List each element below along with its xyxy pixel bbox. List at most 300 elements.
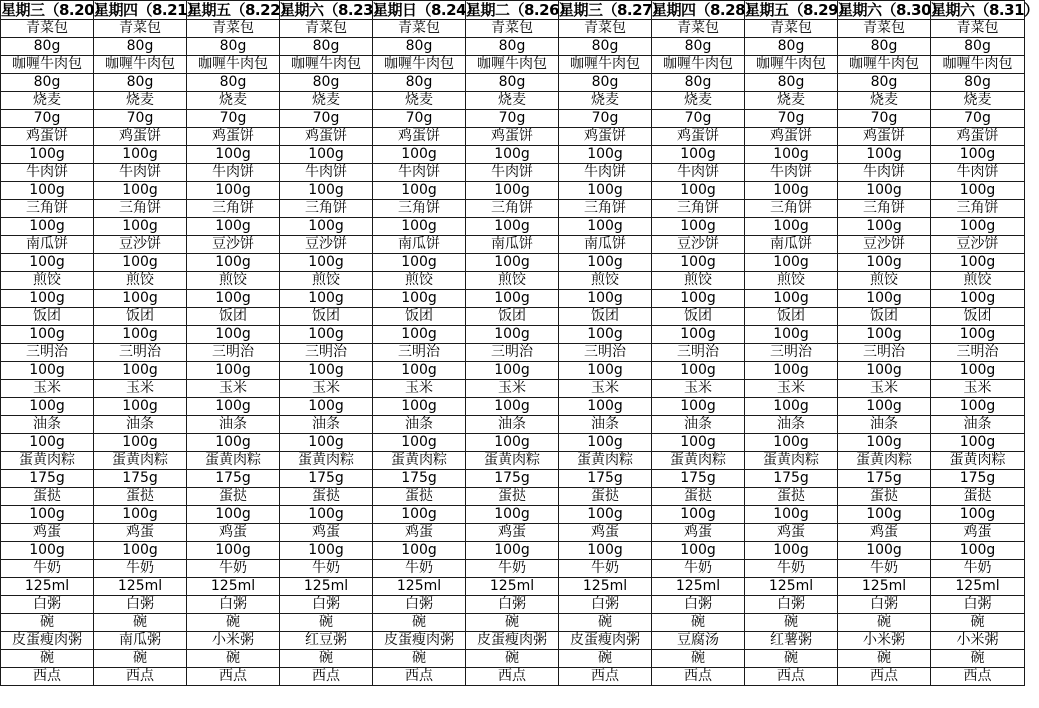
table-cell[interactable]: 饭团 bbox=[745, 308, 838, 326]
table-cell[interactable]: 100g bbox=[652, 254, 745, 272]
table-cell[interactable]: 100g bbox=[838, 254, 931, 272]
table-cell[interactable]: 玉米 bbox=[652, 380, 745, 398]
table-cell[interactable]: 三明治 bbox=[838, 344, 931, 362]
table-cell[interactable]: 饭团 bbox=[280, 308, 373, 326]
table-cell[interactable]: 100g bbox=[652, 434, 745, 452]
table-cell[interactable]: 小米粥 bbox=[838, 632, 931, 650]
table-cell[interactable]: 鸡蛋饼 bbox=[373, 128, 466, 146]
table-cell[interactable]: 碗 bbox=[931, 614, 1025, 632]
table-cell[interactable]: 烧麦 bbox=[838, 92, 931, 110]
table-cell[interactable]: 100g bbox=[745, 542, 838, 560]
table-cell[interactable]: 100g bbox=[838, 146, 931, 164]
table-cell[interactable]: 西点 bbox=[559, 668, 652, 686]
table-cell[interactable]: 豆沙饼 bbox=[652, 236, 745, 254]
table-cell[interactable]: 80g bbox=[1, 38, 94, 56]
table-cell[interactable]: 80g bbox=[931, 74, 1025, 92]
table-cell[interactable]: 175g bbox=[466, 470, 559, 488]
table-cell[interactable]: 皮蛋瘦肉粥 bbox=[1, 632, 94, 650]
table-cell[interactable]: 蛋黄肉粽 bbox=[373, 452, 466, 470]
table-cell[interactable]: 100g bbox=[1, 326, 94, 344]
table-cell[interactable]: 西点 bbox=[745, 668, 838, 686]
table-cell[interactable]: 青菜包 bbox=[1, 20, 94, 38]
table-cell[interactable]: 油条 bbox=[280, 416, 373, 434]
table-cell[interactable]: 玉米 bbox=[94, 380, 187, 398]
table-cell[interactable]: 100g bbox=[745, 290, 838, 308]
table-cell[interactable]: 三角饼 bbox=[94, 200, 187, 218]
table-cell[interactable]: 牛奶 bbox=[280, 560, 373, 578]
table-cell[interactable]: 煎饺 bbox=[652, 272, 745, 290]
table-cell[interactable]: 蛋挞 bbox=[187, 488, 280, 506]
table-cell[interactable]: 西点 bbox=[1, 668, 94, 686]
table-cell[interactable]: 175g bbox=[652, 470, 745, 488]
table-cell[interactable]: 鸡蛋饼 bbox=[838, 128, 931, 146]
table-cell[interactable]: 100g bbox=[745, 434, 838, 452]
table-cell[interactable]: 100g bbox=[94, 254, 187, 272]
table-cell[interactable]: 饭团 bbox=[652, 308, 745, 326]
table-cell[interactable]: 白粥 bbox=[838, 596, 931, 614]
table-cell[interactable]: 牛奶 bbox=[931, 560, 1025, 578]
table-cell[interactable]: 鸡蛋 bbox=[373, 524, 466, 542]
table-cell[interactable]: 西点 bbox=[931, 668, 1025, 686]
table-cell[interactable]: 100g bbox=[559, 182, 652, 200]
table-cell[interactable]: 牛肉饼 bbox=[1, 164, 94, 182]
table-cell[interactable]: 鸡蛋饼 bbox=[745, 128, 838, 146]
table-cell[interactable]: 100g bbox=[652, 182, 745, 200]
table-cell[interactable]: 西点 bbox=[652, 668, 745, 686]
table-cell[interactable]: 100g bbox=[745, 146, 838, 164]
table-cell[interactable]: 玉米 bbox=[838, 380, 931, 398]
table-cell[interactable]: 白粥 bbox=[466, 596, 559, 614]
table-cell[interactable]: 碗 bbox=[373, 614, 466, 632]
table-cell[interactable]: 牛肉饼 bbox=[931, 164, 1025, 182]
table-cell[interactable]: 三明治 bbox=[466, 344, 559, 362]
table-cell[interactable]: 80g bbox=[931, 38, 1025, 56]
table-cell[interactable]: 80g bbox=[466, 74, 559, 92]
table-cell[interactable]: 175g bbox=[931, 470, 1025, 488]
table-cell[interactable]: 蛋黄肉粽 bbox=[1, 452, 94, 470]
table-cell[interactable]: 100g bbox=[745, 182, 838, 200]
table-cell[interactable]: 100g bbox=[187, 542, 280, 560]
table-cell[interactable]: 鸡蛋 bbox=[559, 524, 652, 542]
table-cell[interactable]: 100g bbox=[280, 506, 373, 524]
table-cell[interactable]: 三角饼 bbox=[931, 200, 1025, 218]
table-cell[interactable]: 100g bbox=[187, 398, 280, 416]
table-cell[interactable]: 100g bbox=[931, 326, 1025, 344]
table-cell[interactable]: 100g bbox=[559, 326, 652, 344]
table-cell[interactable]: 蛋挞 bbox=[838, 488, 931, 506]
table-cell[interactable]: 100g bbox=[931, 290, 1025, 308]
table-cell[interactable]: 100g bbox=[652, 218, 745, 236]
table-cell[interactable]: 青菜包 bbox=[931, 20, 1025, 38]
table-cell[interactable]: 70g bbox=[559, 110, 652, 128]
table-cell[interactable]: 100g bbox=[466, 290, 559, 308]
table-cell[interactable]: 青菜包 bbox=[838, 20, 931, 38]
table-cell[interactable]: 三角饼 bbox=[652, 200, 745, 218]
table-cell[interactable]: 鸡蛋饼 bbox=[559, 128, 652, 146]
table-cell[interactable]: 125ml bbox=[652, 578, 745, 596]
table-cell[interactable]: 西点 bbox=[466, 668, 559, 686]
table-cell[interactable]: 玉米 bbox=[187, 380, 280, 398]
table-cell[interactable]: 牛奶 bbox=[187, 560, 280, 578]
table-cell[interactable]: 油条 bbox=[1, 416, 94, 434]
table-cell[interactable]: 南瓜饼 bbox=[466, 236, 559, 254]
table-cell[interactable]: 西点 bbox=[373, 668, 466, 686]
table-cell[interactable]: 100g bbox=[931, 542, 1025, 560]
table-cell[interactable]: 100g bbox=[652, 290, 745, 308]
table-cell[interactable]: 100g bbox=[187, 326, 280, 344]
table-cell[interactable]: 100g bbox=[187, 290, 280, 308]
table-cell[interactable]: 蛋挞 bbox=[373, 488, 466, 506]
table-cell[interactable]: 玉米 bbox=[466, 380, 559, 398]
table-cell[interactable]: 牛肉饼 bbox=[838, 164, 931, 182]
table-cell[interactable]: 80g bbox=[652, 74, 745, 92]
table-cell[interactable]: 蛋挞 bbox=[931, 488, 1025, 506]
table-cell[interactable]: 三明治 bbox=[373, 344, 466, 362]
table-cell[interactable]: 牛奶 bbox=[1, 560, 94, 578]
table-cell[interactable]: 烧麦 bbox=[94, 92, 187, 110]
table-cell[interactable]: 咖喱牛肉包 bbox=[187, 56, 280, 74]
table-cell[interactable]: 100g bbox=[559, 434, 652, 452]
table-cell[interactable]: 鸡蛋饼 bbox=[466, 128, 559, 146]
table-cell[interactable]: 小米粥 bbox=[187, 632, 280, 650]
table-cell[interactable]: 煎饺 bbox=[187, 272, 280, 290]
table-cell[interactable]: 100g bbox=[466, 434, 559, 452]
table-cell[interactable]: 100g bbox=[931, 434, 1025, 452]
column-header[interactable]: 星期三（8.27） bbox=[559, 0, 667, 19]
table-cell[interactable]: 100g bbox=[94, 290, 187, 308]
table-cell[interactable]: 皮蛋瘦肉粥 bbox=[466, 632, 559, 650]
table-cell[interactable]: 咖喱牛肉包 bbox=[466, 56, 559, 74]
table-cell[interactable]: 蛋挞 bbox=[466, 488, 559, 506]
table-cell[interactable]: 煎饺 bbox=[559, 272, 652, 290]
table-cell[interactable]: 三角饼 bbox=[838, 200, 931, 218]
table-cell[interactable]: 豆腐汤 bbox=[652, 632, 745, 650]
table-cell[interactable]: 100g bbox=[373, 254, 466, 272]
table-cell[interactable]: 牛肉饼 bbox=[187, 164, 280, 182]
table-cell[interactable]: 100g bbox=[373, 326, 466, 344]
table-cell[interactable]: 三明治 bbox=[652, 344, 745, 362]
table-cell[interactable]: 100g bbox=[838, 362, 931, 380]
table-cell[interactable]: 碗 bbox=[187, 650, 280, 668]
table-cell[interactable]: 100g bbox=[931, 506, 1025, 524]
table-cell[interactable]: 牛肉饼 bbox=[280, 164, 373, 182]
table-cell[interactable]: 煎饺 bbox=[931, 272, 1025, 290]
table-cell[interactable]: 咖喱牛肉包 bbox=[745, 56, 838, 74]
table-cell[interactable]: 80g bbox=[838, 38, 931, 56]
table-cell[interactable]: 碗 bbox=[652, 650, 745, 668]
table-cell[interactable]: 碗 bbox=[187, 614, 280, 632]
column-header[interactable]: 星期六（8.23） bbox=[280, 0, 388, 19]
table-cell[interactable]: 100g bbox=[559, 218, 652, 236]
table-cell[interactable]: 100g bbox=[466, 362, 559, 380]
table-cell[interactable]: 80g bbox=[373, 38, 466, 56]
table-cell[interactable]: 蛋挞 bbox=[280, 488, 373, 506]
table-cell[interactable]: 烧麦 bbox=[931, 92, 1025, 110]
table-cell[interactable]: 煎饺 bbox=[1, 272, 94, 290]
table-cell[interactable]: 100g bbox=[745, 326, 838, 344]
table-cell[interactable]: 碗 bbox=[373, 650, 466, 668]
table-cell[interactable]: 80g bbox=[466, 38, 559, 56]
table-cell[interactable]: 100g bbox=[652, 506, 745, 524]
table-cell[interactable]: 100g bbox=[652, 542, 745, 560]
table-cell[interactable]: 三角饼 bbox=[559, 200, 652, 218]
table-cell[interactable]: 碗 bbox=[94, 614, 187, 632]
table-cell[interactable]: 100g bbox=[838, 398, 931, 416]
table-cell[interactable]: 100g bbox=[838, 218, 931, 236]
column-header[interactable]: 星期四（8.21） bbox=[94, 0, 202, 19]
table-cell[interactable]: 100g bbox=[652, 398, 745, 416]
table-cell[interactable]: 100g bbox=[559, 506, 652, 524]
table-cell[interactable]: 100g bbox=[187, 506, 280, 524]
table-cell[interactable]: 80g bbox=[838, 74, 931, 92]
table-cell[interactable]: 70g bbox=[745, 110, 838, 128]
table-cell[interactable]: 青菜包 bbox=[466, 20, 559, 38]
table-cell[interactable]: 80g bbox=[559, 74, 652, 92]
table-cell[interactable]: 100g bbox=[652, 362, 745, 380]
table-cell[interactable]: 西点 bbox=[280, 668, 373, 686]
table-cell[interactable]: 小米粥 bbox=[931, 632, 1025, 650]
table-cell[interactable]: 碗 bbox=[94, 650, 187, 668]
table-cell[interactable]: 南瓜粥 bbox=[94, 632, 187, 650]
table-cell[interactable]: 牛奶 bbox=[466, 560, 559, 578]
table-cell[interactable]: 100g bbox=[187, 182, 280, 200]
table-cell[interactable]: 125ml bbox=[838, 578, 931, 596]
column-header[interactable]: 星期三（8.20） bbox=[1, 0, 109, 19]
table-cell[interactable]: 100g bbox=[1, 362, 94, 380]
table-cell[interactable]: 牛奶 bbox=[838, 560, 931, 578]
table-cell[interactable]: 100g bbox=[187, 362, 280, 380]
table-cell[interactable]: 油条 bbox=[466, 416, 559, 434]
table-cell[interactable]: 80g bbox=[280, 38, 373, 56]
table-cell[interactable]: 70g bbox=[931, 110, 1025, 128]
table-cell[interactable]: 红豆粥 bbox=[280, 632, 373, 650]
table-cell[interactable]: 鸡蛋饼 bbox=[187, 128, 280, 146]
table-cell[interactable]: 100g bbox=[652, 326, 745, 344]
table-cell[interactable]: 玉米 bbox=[280, 380, 373, 398]
table-cell[interactable]: 煎饺 bbox=[94, 272, 187, 290]
table-cell[interactable]: 100g bbox=[187, 254, 280, 272]
table-cell[interactable]: 100g bbox=[1, 290, 94, 308]
table-cell[interactable]: 豆沙饼 bbox=[94, 236, 187, 254]
table-cell[interactable]: 100g bbox=[931, 398, 1025, 416]
table-cell[interactable]: 碗 bbox=[280, 614, 373, 632]
table-cell[interactable]: 牛肉饼 bbox=[652, 164, 745, 182]
table-cell[interactable]: 烧麦 bbox=[652, 92, 745, 110]
table-cell[interactable]: 白粥 bbox=[94, 596, 187, 614]
table-cell[interactable]: 鸡蛋 bbox=[94, 524, 187, 542]
table-cell[interactable]: 100g bbox=[559, 290, 652, 308]
table-cell[interactable]: 饭团 bbox=[838, 308, 931, 326]
table-cell[interactable]: 100g bbox=[373, 218, 466, 236]
table-cell[interactable]: 100g bbox=[187, 218, 280, 236]
table-cell[interactable]: 白粥 bbox=[373, 596, 466, 614]
table-cell[interactable]: 咖喱牛肉包 bbox=[94, 56, 187, 74]
table-cell[interactable]: 牛肉饼 bbox=[559, 164, 652, 182]
table-cell[interactable]: 豆沙饼 bbox=[280, 236, 373, 254]
table-cell[interactable]: 白粥 bbox=[280, 596, 373, 614]
table-cell[interactable]: 碗 bbox=[559, 614, 652, 632]
table-cell[interactable]: 100g bbox=[1, 506, 94, 524]
table-cell[interactable]: 蛋挞 bbox=[745, 488, 838, 506]
table-cell[interactable]: 100g bbox=[1, 542, 94, 560]
table-cell[interactable]: 玉米 bbox=[1, 380, 94, 398]
table-cell[interactable]: 100g bbox=[280, 542, 373, 560]
table-cell[interactable]: 175g bbox=[280, 470, 373, 488]
table-cell[interactable]: 三明治 bbox=[559, 344, 652, 362]
table-cell[interactable]: 三明治 bbox=[280, 344, 373, 362]
table-cell[interactable]: 100g bbox=[94, 434, 187, 452]
table-cell[interactable]: 煎饺 bbox=[838, 272, 931, 290]
table-cell[interactable]: 蛋黄肉粽 bbox=[931, 452, 1025, 470]
table-cell[interactable]: 100g bbox=[466, 326, 559, 344]
table-cell[interactable]: 青菜包 bbox=[373, 20, 466, 38]
table-cell[interactable]: 碗 bbox=[559, 650, 652, 668]
column-header[interactable]: 星期五（8.29） bbox=[745, 0, 853, 19]
table-cell[interactable]: 咖喱牛肉包 bbox=[931, 56, 1025, 74]
table-cell[interactable]: 80g bbox=[280, 74, 373, 92]
table-cell[interactable]: 碗 bbox=[466, 650, 559, 668]
table-cell[interactable]: 100g bbox=[94, 542, 187, 560]
table-cell[interactable]: 西点 bbox=[94, 668, 187, 686]
table-cell[interactable]: 100g bbox=[745, 398, 838, 416]
table-cell[interactable]: 牛奶 bbox=[559, 560, 652, 578]
table-cell[interactable]: 100g bbox=[838, 182, 931, 200]
table-cell[interactable]: 175g bbox=[187, 470, 280, 488]
table-cell[interactable]: 油条 bbox=[931, 416, 1025, 434]
table-cell[interactable]: 碗 bbox=[745, 614, 838, 632]
table-cell[interactable]: 鸡蛋 bbox=[745, 524, 838, 542]
table-cell[interactable]: 煎饺 bbox=[373, 272, 466, 290]
table-cell[interactable]: 青菜包 bbox=[745, 20, 838, 38]
table-cell[interactable]: 100g bbox=[466, 218, 559, 236]
table-cell[interactable]: 白粥 bbox=[931, 596, 1025, 614]
table-cell[interactable]: 100g bbox=[373, 506, 466, 524]
table-cell[interactable]: 蛋黄肉粽 bbox=[838, 452, 931, 470]
table-cell[interactable]: 牛奶 bbox=[373, 560, 466, 578]
table-cell[interactable]: 三明治 bbox=[745, 344, 838, 362]
table-cell[interactable]: 牛肉饼 bbox=[466, 164, 559, 182]
table-cell[interactable]: 饭团 bbox=[187, 308, 280, 326]
table-cell[interactable]: 鸡蛋 bbox=[931, 524, 1025, 542]
table-cell[interactable]: 青菜包 bbox=[652, 20, 745, 38]
table-cell[interactable]: 80g bbox=[559, 38, 652, 56]
table-cell[interactable]: 白粥 bbox=[187, 596, 280, 614]
table-cell[interactable]: 鸡蛋饼 bbox=[931, 128, 1025, 146]
table-cell[interactable]: 青菜包 bbox=[280, 20, 373, 38]
table-cell[interactable]: 70g bbox=[466, 110, 559, 128]
table-cell[interactable]: 玉米 bbox=[373, 380, 466, 398]
table-cell[interactable]: 咖喱牛肉包 bbox=[373, 56, 466, 74]
table-cell[interactable]: 175g bbox=[373, 470, 466, 488]
table-cell[interactable]: 100g bbox=[931, 146, 1025, 164]
table-cell[interactable]: 南瓜饼 bbox=[1, 236, 94, 254]
table-cell[interactable]: 100g bbox=[1, 254, 94, 272]
table-cell[interactable]: 玉米 bbox=[745, 380, 838, 398]
table-cell[interactable]: 80g bbox=[373, 74, 466, 92]
table-cell[interactable]: 100g bbox=[94, 218, 187, 236]
table-cell[interactable]: 175g bbox=[745, 470, 838, 488]
table-cell[interactable]: 三角饼 bbox=[745, 200, 838, 218]
table-cell[interactable]: 三明治 bbox=[94, 344, 187, 362]
table-cell[interactable]: 烧麦 bbox=[1, 92, 94, 110]
table-cell[interactable]: 咖喱牛肉包 bbox=[1, 56, 94, 74]
table-cell[interactable]: 100g bbox=[373, 398, 466, 416]
table-cell[interactable]: 碗 bbox=[466, 614, 559, 632]
table-cell[interactable]: 碗 bbox=[931, 650, 1025, 668]
table-cell[interactable]: 100g bbox=[652, 146, 745, 164]
table-cell[interactable]: 100g bbox=[466, 254, 559, 272]
table-cell[interactable]: 碗 bbox=[280, 650, 373, 668]
table-cell[interactable]: 100g bbox=[559, 146, 652, 164]
table-cell[interactable]: 蛋黄肉粽 bbox=[94, 452, 187, 470]
table-cell[interactable]: 鸡蛋 bbox=[466, 524, 559, 542]
table-cell[interactable]: 豆沙饼 bbox=[931, 236, 1025, 254]
table-cell[interactable]: 125ml bbox=[373, 578, 466, 596]
table-cell[interactable]: 三角饼 bbox=[466, 200, 559, 218]
table-cell[interactable]: 80g bbox=[94, 74, 187, 92]
table-cell[interactable]: 100g bbox=[745, 362, 838, 380]
table-cell[interactable]: 100g bbox=[931, 218, 1025, 236]
table-cell[interactable]: 碗 bbox=[1, 650, 94, 668]
table-cell[interactable]: 100g bbox=[1, 434, 94, 452]
table-cell[interactable]: 皮蛋瘦肉粥 bbox=[373, 632, 466, 650]
table-cell[interactable]: 碗 bbox=[745, 650, 838, 668]
table-cell[interactable]: 100g bbox=[94, 326, 187, 344]
table-cell[interactable]: 青菜包 bbox=[559, 20, 652, 38]
table-cell[interactable]: 饭团 bbox=[373, 308, 466, 326]
table-cell[interactable]: 咖喱牛肉包 bbox=[559, 56, 652, 74]
table-cell[interactable]: 100g bbox=[373, 362, 466, 380]
table-cell[interactable]: 烧麦 bbox=[373, 92, 466, 110]
table-cell[interactable]: 油条 bbox=[652, 416, 745, 434]
table-cell[interactable]: 玉米 bbox=[559, 380, 652, 398]
table-cell[interactable]: 皮蛋瘦肉粥 bbox=[559, 632, 652, 650]
table-cell[interactable]: 70g bbox=[280, 110, 373, 128]
table-cell[interactable]: 125ml bbox=[94, 578, 187, 596]
table-cell[interactable]: 100g bbox=[466, 146, 559, 164]
table-cell[interactable]: 煎饺 bbox=[280, 272, 373, 290]
table-cell[interactable]: 100g bbox=[1, 218, 94, 236]
table-cell[interactable]: 100g bbox=[373, 542, 466, 560]
table-cell[interactable]: 100g bbox=[745, 506, 838, 524]
table-cell[interactable]: 100g bbox=[838, 506, 931, 524]
table-cell[interactable]: 125ml bbox=[1, 578, 94, 596]
table-cell[interactable]: 80g bbox=[187, 74, 280, 92]
table-cell[interactable]: 100g bbox=[838, 290, 931, 308]
table-cell[interactable]: 白粥 bbox=[559, 596, 652, 614]
table-cell[interactable]: 蛋黄肉粽 bbox=[559, 452, 652, 470]
table-cell[interactable]: 175g bbox=[838, 470, 931, 488]
table-cell[interactable]: 125ml bbox=[280, 578, 373, 596]
table-cell[interactable]: 牛奶 bbox=[745, 560, 838, 578]
table-cell[interactable]: 100g bbox=[931, 254, 1025, 272]
table-cell[interactable]: 100g bbox=[280, 290, 373, 308]
table-cell[interactable]: 玉米 bbox=[931, 380, 1025, 398]
table-cell[interactable]: 饭团 bbox=[94, 308, 187, 326]
table-cell[interactable]: 100g bbox=[187, 434, 280, 452]
table-cell[interactable]: 蛋挞 bbox=[94, 488, 187, 506]
table-cell[interactable]: 100g bbox=[559, 398, 652, 416]
table-cell[interactable]: 70g bbox=[838, 110, 931, 128]
table-cell[interactable]: 三明治 bbox=[931, 344, 1025, 362]
table-cell[interactable]: 80g bbox=[1, 74, 94, 92]
table-cell[interactable]: 油条 bbox=[373, 416, 466, 434]
table-cell[interactable]: 鸡蛋饼 bbox=[94, 128, 187, 146]
table-cell[interactable]: 100g bbox=[94, 506, 187, 524]
table-cell[interactable]: 蛋黄肉粽 bbox=[280, 452, 373, 470]
table-cell[interactable]: 125ml bbox=[466, 578, 559, 596]
table-cell[interactable]: 蛋黄肉粽 bbox=[187, 452, 280, 470]
